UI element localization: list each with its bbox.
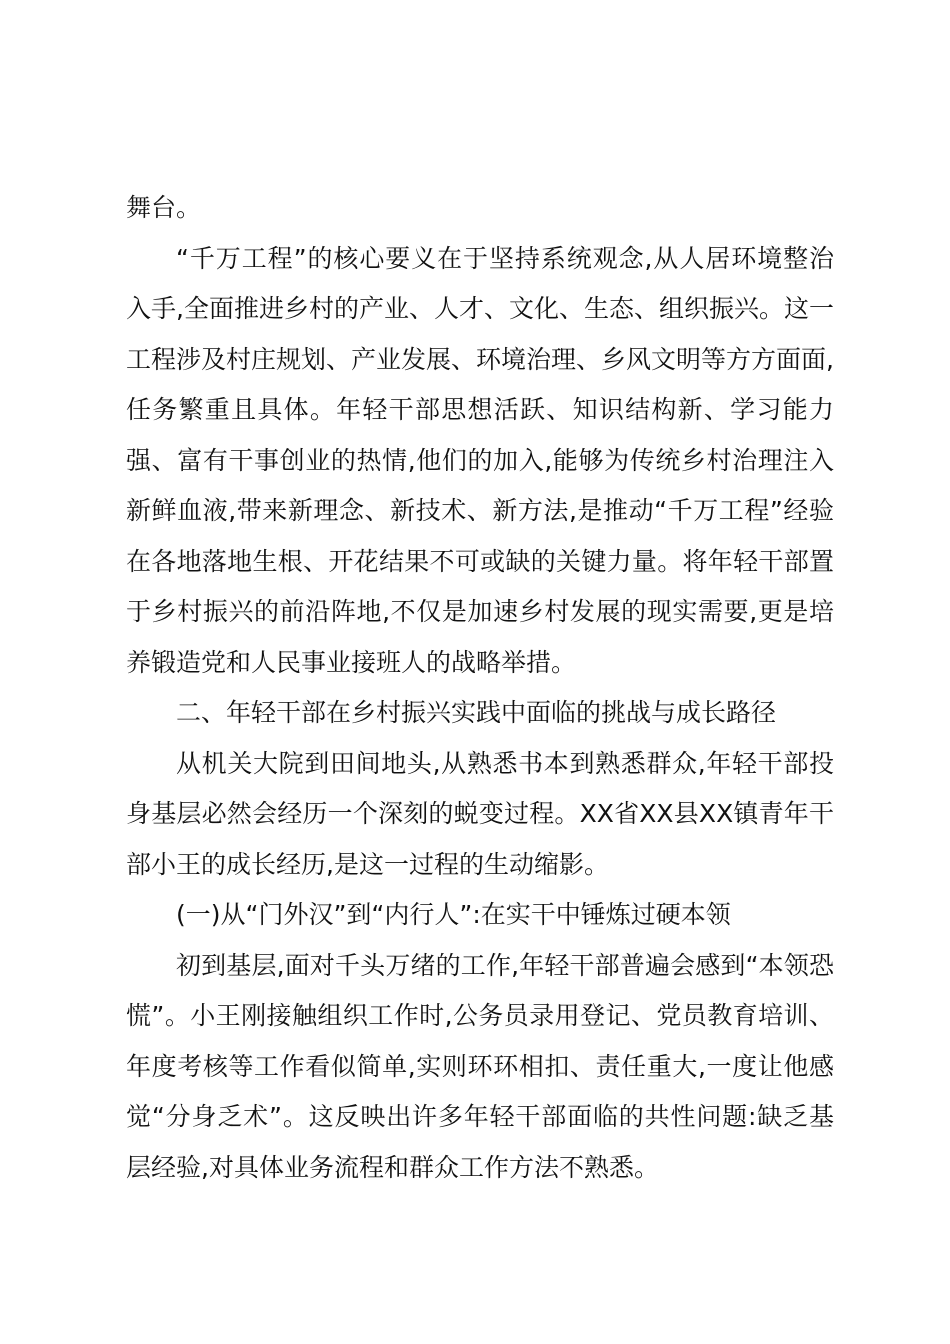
section-heading-2: 二、年轻干部在乡村振兴实践中面临的挑战与成长路径 xyxy=(176,698,777,727)
paragraph-thousand-project: “千万工程”的核心要义在于坚持系统观念,从人居环境整治入手,全面推进乡村的产业、人才、文化、生态、组织振兴。这一工程涉及村庄规划、产业发展、环境治理、乡风文明等方方面面,任务繁重且具体。年轻干部思想活跃、知识结构新、学习能力强、富有干事创业的热情,他们的加入,能够为传统乡村治理注入新鲜血液,带来新理念、新技术、新方法,是推动“千万工程”经验在各地落地生根、开花结果不可或缺的关键力量。将年轻干部置于乡村振兴的前沿阵地,不仅是加速乡村发展的现实需要,更是培养锻造党和人民事业接班人的战略举措。 xyxy=(126,243,834,677)
paragraph-continuation: 舞台。 xyxy=(126,193,202,222)
subsection-heading-1: (一)从“门外汉”到“内行人”:在实干中锤炼过硬本领 xyxy=(176,900,731,929)
paragraph-grassroots-transformation: 从机关大院到田间地头,从熟悉书本到熟悉群众,年轻干部投身基层必然会经历一个深刻的蜕变过程。XX省XX县XX镇青年干部小王的成长经历,是这一过程的生动缩影。 xyxy=(126,748,834,879)
document-body xyxy=(126,183,834,1193)
paragraph-skill-panic: 初到基层,面对千头万绪的工作,年轻干部普遍会感到“本领恐慌”。小王刚接触组织工作时,公务员录用登记、党员教育培训、年度考核等工作看似简单,实则环环相扣、责任重大,一度让他感觉“分身乏术”。这反映出许多年轻干部面临的共性问题:缺乏基层经验,对具体业务流程和群众工作方法不熟悉。 xyxy=(126,950,834,1182)
